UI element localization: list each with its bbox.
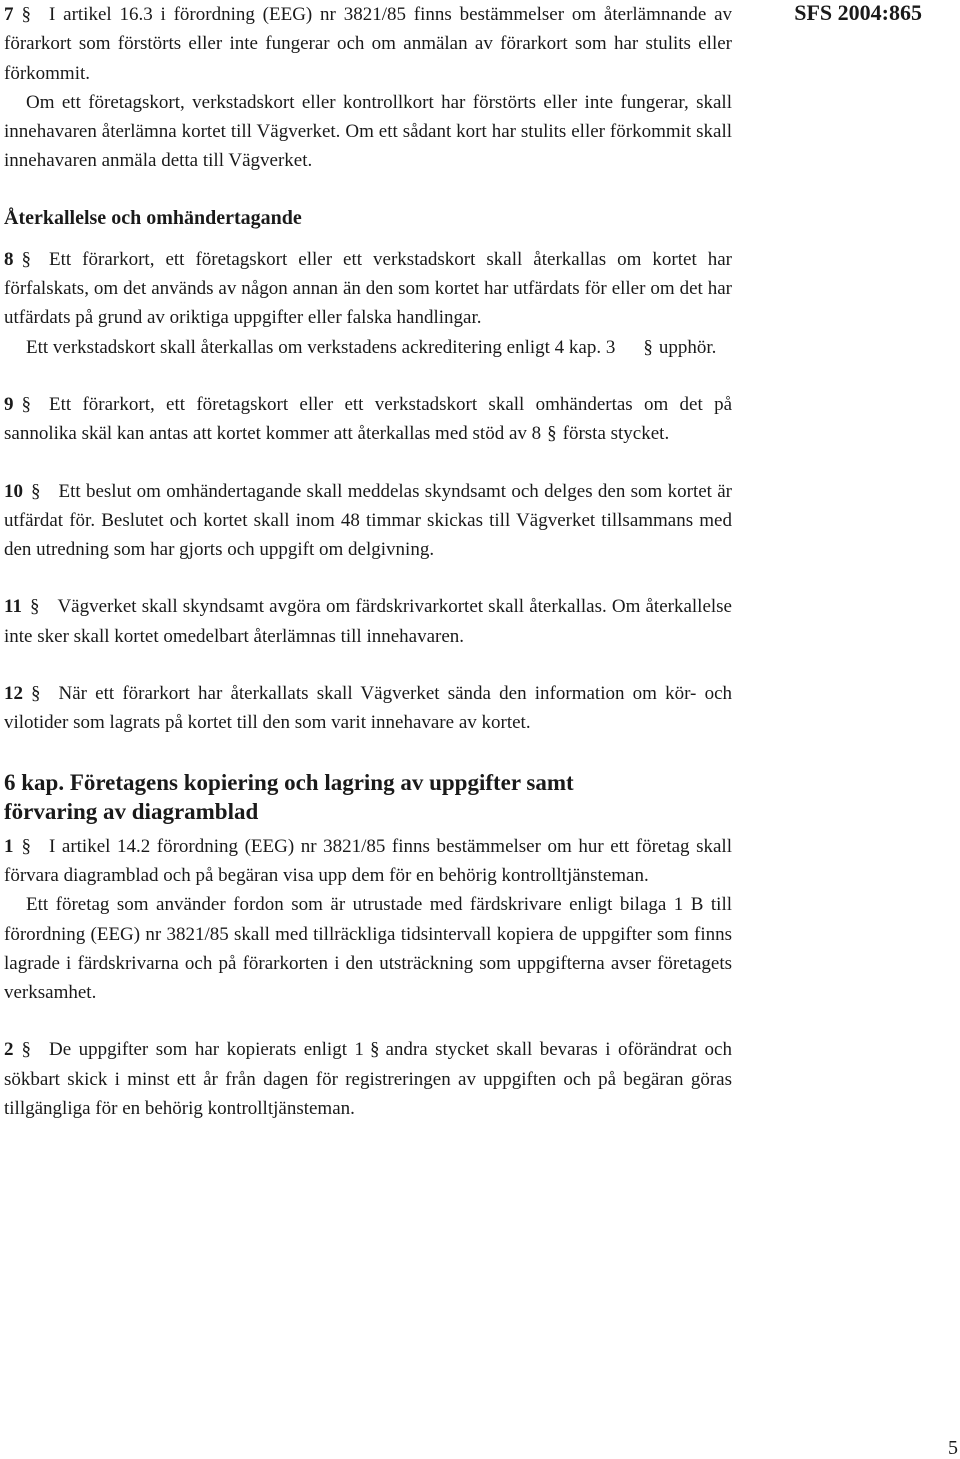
section-7-paragraph-2 [4, 88, 732, 176]
section-10-paragraph [4, 477, 732, 565]
heading-recall: Återkallelse och omhändertagande [4, 206, 302, 229]
section-7-paragraph-1 [4, 0, 732, 88]
section-sign: § [31, 480, 41, 502]
section-text: Ett förarkort, ett företagskort eller ett verkstadskort skall återkallas om kortet har förfalskats, om det används av någon annan än den som kortet har utfärdats för eller om det har utfärdats på grund av oriktiga uppgifter eller falska handlingar. [4, 248, 732, 329]
section-sign: § [369, 1039, 380, 1061]
section-text: De uppgifter som har kopierats enligt 1 [49, 1039, 364, 1061]
section-number: 12 [4, 683, 23, 705]
section-text: Ett verkstadskort skall återkallas om verkstadens ackreditering enligt 4 kap. 3 [26, 336, 616, 358]
chapter-6-section-1-paragraph-2 [4, 890, 732, 1007]
section-sign: § [21, 393, 31, 415]
section-sign: § [21, 835, 31, 857]
section-text: Vägverket skall skyndsamt avgöra om färdskrivarkortet skall återkallas. Om återkallelse inte sker skall kortet omedelbart återlämnas till innehavaren. [4, 596, 732, 647]
section-8-paragraph-2 [4, 333, 732, 362]
chapter-6-title-line-2: förvaring av diagramblad [4, 798, 259, 824]
section-number: 8 [4, 248, 14, 270]
section-text: första stycket. [562, 423, 670, 445]
section-text: Om ett företagskort, verkstadskort eller kontrollkort har förstörts eller inte fungerar, skall innehavaren återlämna kortet till Vägverket. Om ett sådant kort har stulits eller förkommit skall innehavaren anmäla detta till Vägverket. [4, 91, 732, 172]
section-sign: § [31, 683, 41, 705]
section-12-paragraph [4, 679, 732, 738]
section-sign: § [21, 248, 31, 270]
document-page [4, 0, 732, 1123]
section-text: I artikel 14.2 förordning (EEG) nr 3821/85 finns bestämmelser om hur ett företag skall förvara diagramblad och på begäran visa upp dem för en behörig kontrolltjänsteman. [4, 835, 732, 886]
section-9-paragraph [4, 390, 732, 449]
section-text: upphör. [658, 336, 717, 358]
section-sign: § [21, 1039, 31, 1061]
section-number: 9 [4, 393, 14, 415]
sfs-number-header: SFS 2004:865 [794, 0, 922, 25]
chapter-6-title-line-1: 6 kap. Företagens kopiering och lagring av uppgifter samt [4, 769, 574, 795]
chapter-6-section-2-paragraph [4, 1035, 732, 1123]
section-text: andra stycket skall bevaras i oförändrat och sökbart skick i minst ett år från dagen för registreringen av uppgiften och på begäran göras tillgängliga för en behörig kontrolltjänsteman. [4, 1039, 732, 1120]
section-text: Ett beslut om omhändertagande skall meddelas skyndsamt och delges den som kortet är utfärdat för. Beslutet och kortet skall inom 48 timmar skickas till Vägverket tillsammans med den utredning som har gjorts och uppgift om delgivning. [4, 480, 732, 561]
section-sign: § [29, 596, 40, 618]
section-text: I artikel 16.3 i förordning (EEG) nr 3821/85 finns bestämmelser om återlämnande av förarkort som förstörts eller inte fungerar och om anmälan av förarkort som har stulits eller förkommit. [4, 4, 732, 84]
section-text: Ett förarkort, ett företagskort eller ett verkstadskort skall omhändertas om det på sannolika skäl kan antas att kortet kommer att återkallas med stöd av 8 [4, 393, 732, 445]
section-sign: § [547, 423, 557, 445]
section-11-paragraph [4, 592, 732, 651]
section-8-paragraph-1 [4, 245, 732, 333]
chapter-6-section-1-paragraph-1 [4, 832, 732, 891]
section-text: Ett företag som använder fordon som är utrustade med färdskrivare enligt bilaga 1 B till förordning (EEG) nr 3821/85 skall med tillräckliga tidsintervall kopiera de uppgifter som finns lagrade i färdskrivarna och på förarkorten i den utsträckning som uppgifterna avser företagets verksamhet. [4, 894, 732, 1004]
section-number: 2 [4, 1039, 14, 1061]
page-number: 5 [948, 1437, 958, 1459]
section-text: När ett förarkort har återkallats skall Vägverket sända den information om kör- och vilotider som lagrats på kortet till den som varit innehavare av kortet. [4, 683, 732, 734]
section-number: 1 [4, 835, 14, 857]
section-number: 10 [4, 480, 23, 502]
section-number: 7 [4, 4, 14, 25]
section-number: 11 [4, 596, 22, 618]
section-sign: § [643, 336, 653, 358]
section-sign: § [21, 4, 31, 25]
